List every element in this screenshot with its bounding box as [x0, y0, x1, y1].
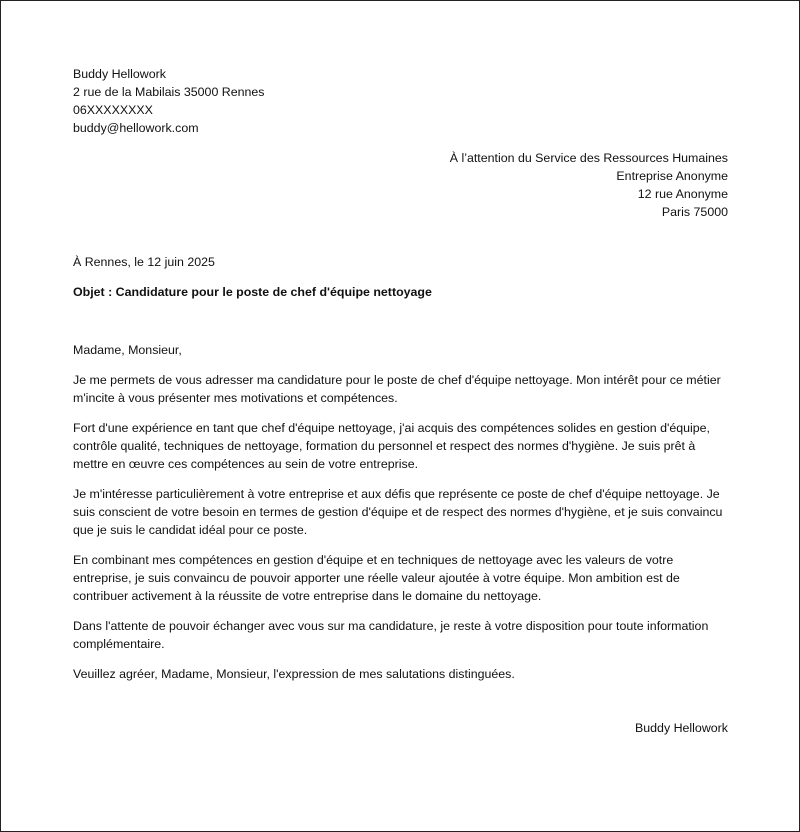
letter-content	[73, 65, 728, 737]
recipient-company: Entreprise Anonyme	[616, 169, 728, 183]
recipient-attention: À l’attention du Service des Ressources Humaines	[449, 151, 728, 165]
letter-paragraph: Je me permets de vous adresser ma candidature pour le poste de chef d'équipe nettoyage. Mon intérêt pour ce métier m'incite à vous présenter mes motivations et compétences.	[73, 373, 721, 405]
letter-paragraph: Dans l'attente de pouvoir échanger avec vous sur ma candidature, je reste à votre disposition pour toute information complémentaire.	[73, 619, 709, 651]
recipient-city: Paris 75000	[661, 205, 728, 219]
recipient-block	[73, 149, 728, 221]
letter-paragraph: Fort d'une expérience en tant que chef d'équipe nettoyage, j'ai acquis des compétences solides en gestion d'équipe, contrôle qualité, techniques de nettoyage, formation du personnel et respect des normes d'hygiène. Je suis prêt à mettre en œuvre ces compétences au sein de votre entreprise.	[73, 421, 710, 471]
recipient-street: 12 rue Anonyme	[637, 187, 728, 201]
sender-email: buddy@hellowork.com	[73, 121, 199, 135]
letter-closing: Veuillez agréer, Madame, Monsieur, l'expression de mes salutations distinguées.	[73, 667, 515, 681]
letter-paragraph: En combinant mes compétences en gestion d'équipe et en techniques de nettoyage avec les valeurs de votre entreprise, je suis convaincu de pouvoir apporter une réelle valeur ajoutée à votre équipe. Mon ambition est de contribuer activement à la réussite de votre entreprise dans le domaine du nettoyage.	[73, 553, 680, 603]
sender-address: 2 rue de la Mabilais 35000 Rennes	[73, 85, 265, 99]
letter-signature: Buddy Hellowork	[635, 721, 728, 735]
letter-paragraph: Je m'intéresse particulièrement à votre entreprise et aux défis que représente ce poste de chef d'équipe nettoyage. Je suis conscient de votre besoin en termes de gestion d'équipe et de respect des normes d'hygiène, et je suis convaincu que je suis le candidat idéal pour ce poste.	[73, 487, 723, 537]
letter-date: À Rennes, le 12 juin 2025	[73, 255, 215, 269]
sender-phone: 06XXXXXXXX	[73, 103, 153, 117]
letter-salutation: Madame, Monsieur,	[73, 343, 182, 357]
letter-subject: Objet : Candidature pour le poste de chef d'équipe nettoyage	[73, 285, 432, 299]
sender-name: Buddy Hellowork	[73, 67, 166, 81]
sender-block	[73, 65, 728, 137]
